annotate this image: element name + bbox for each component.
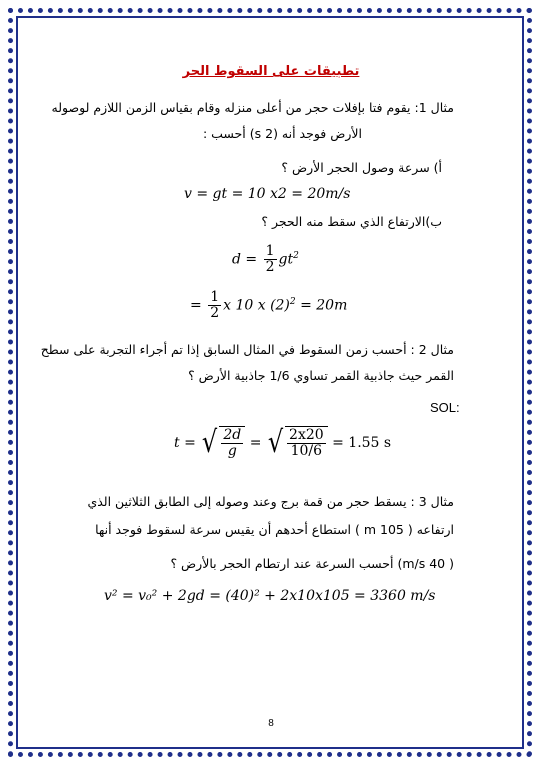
equation-final-velocity: v² = v₀² + 2gd = (40)² + 2x10x105 = 3360 m/s (104, 588, 436, 604)
equation-distance-result (190, 290, 347, 321)
example3-line3: ( 40 m/s) أحسب السرعة عند ارتطام الحجر بالأرض ؟ (170, 556, 454, 571)
page-number: 8 (268, 718, 274, 729)
eq-b1-rhs: gt (278, 251, 294, 268)
example3-line2: ارتفاعه ( 105 m ) استطاع أحدهم أن يقيس سرعة لسقوط فوجد أنها (95, 522, 454, 537)
fraction-half (264, 244, 277, 275)
solution-label: SOL: (430, 400, 460, 415)
example1-line1: مثال 1: يقوم فتا بإفلات حجر من أعلى منزله وقام بقياس الزمن اللازم لوصوله (51, 100, 454, 115)
eq-b2-lhs: = (190, 297, 207, 314)
frac-den: 2 (265, 259, 275, 275)
frac-num: 1 (210, 289, 220, 305)
radical-icon: √ (202, 425, 218, 460)
sqrt-1 (200, 426, 245, 460)
eq-t-lhs: t = (174, 435, 201, 451)
eq-result: = 1.55 s (327, 435, 392, 451)
fraction-2d-g (221, 428, 243, 459)
eq-equals: = (245, 435, 266, 451)
fraction-values (287, 428, 326, 459)
equation-velocity: v = gt = 10 x2 = 20m/s (184, 186, 351, 202)
frac-den: 2 (210, 305, 220, 321)
example2-line2: القمر حيث جاذبية القمر تساوي 1/6 جاذبية الأرض ؟ (188, 368, 454, 383)
frac-den: g (227, 443, 237, 459)
equation-time-moon (174, 426, 391, 460)
example3-line1: مثال 3 : يسقط حجر من قمة برج وعند وصوله إلى الطابق الثلاثين الذي (87, 494, 454, 509)
eq-b2-exp: 2 (289, 296, 296, 307)
fraction-half-2 (208, 290, 221, 321)
frac-num: 2d (223, 427, 242, 443)
example1-question-b: ب)الارتفاع الذي سقط منه الحجر ؟ (261, 214, 442, 229)
sqrt-2 (266, 426, 328, 460)
radical-icon: √ (267, 425, 284, 460)
frac-num: 1 (265, 243, 275, 259)
example2-line1: مثال 2 : أحسب زمن السقوط في المثال السابق إذا تم أجراء التجربة على سطح (40, 342, 454, 357)
eq-b1-lhs: d = (232, 251, 262, 268)
example1-line2: الأرض فوجد أنه (2 s) أحسب : (202, 126, 362, 141)
page-title: تطبيقات على السقوط الحر (182, 64, 360, 79)
eq-b2-rhs: x 10 x (2) (223, 297, 290, 314)
equation-distance-formula (232, 244, 299, 275)
eq-b1-exp: 2 (293, 250, 299, 261)
eq-b2-tail: = 20m (295, 297, 348, 314)
frac-den: 10/6 (290, 443, 323, 459)
frac-num: 2x20 (289, 427, 324, 443)
example1-question-a: أ) سرعة وصول الحجر الأرض ؟ (281, 160, 442, 175)
